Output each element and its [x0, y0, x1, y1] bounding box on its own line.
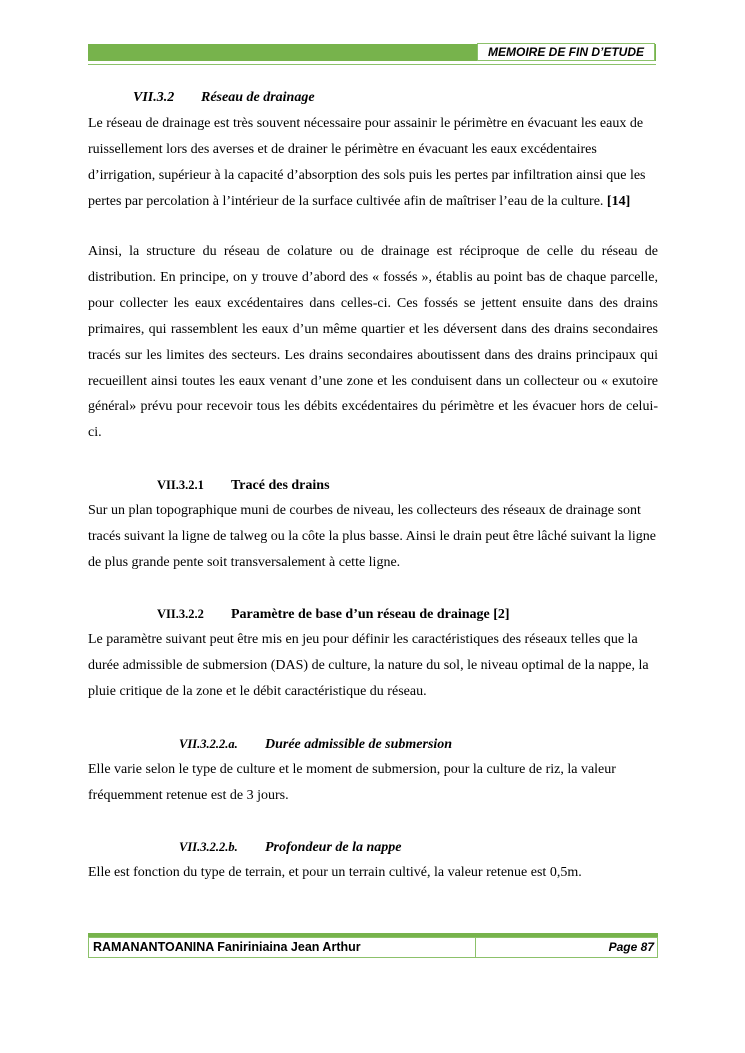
footer-divider: [475, 937, 476, 958]
paragraph: Ainsi, la structure du réseau de colature ou de drainage est réciproque de celle du réseau de distribution. En principe, on y trouve d’abord des « fossés », établis au point bas de chaque parcelle, pour collecter les eaux excédentaires dans celles-ci. Ces fossés se jettent ensuite dans des drains primaires, qui rassemblent les eaux d’un même quartier et les déversent dans des drains secondaires tracés sur les limites des secteurs. Les drains secondaires aboutissent dans des drains principaux qui recueillent ainsi toutes les eaux venant d’une zone et les conduisent dans un collecteur ou « exutoire général» prévu pour recevoir tous les débits excédentaires du périmètre et les évacuer hors de celui-ci.: [88, 244, 658, 441]
section-number: VII.3.2.1: [157, 478, 204, 492]
section-heading: [179, 734, 452, 755]
section-heading: [133, 88, 315, 108]
section-number: VII.3.2.2: [157, 607, 204, 621]
paragraph: Le paramètre suivant peut être mis en jeu pour définir les caractéristiques des réseaux telles que la durée admissible de submersion (DAS) de culture, la nature du sol, le niveau optimal de la nappe, la pluie critique de la zone et le débit caractéristique du réseau.: [88, 632, 649, 699]
section-title: Réseau de drainage: [201, 90, 315, 105]
footer-author: RAMANANTOANINA Faniriniaina Jean Arthur: [93, 940, 361, 954]
reference: [14]: [606, 193, 631, 209]
header-title: MEMOIRE DE FIN D’ETUDE: [477, 43, 655, 61]
paragraph: Elle varie selon le type de culture et le moment de submersion, pour la culture de riz, la valeur fréquemment retenue est de 3 jours.: [88, 762, 616, 803]
paragraph: [88, 111, 658, 215]
section-heading: [157, 475, 330, 496]
section-number: VII.3.2: [133, 90, 175, 105]
section-title: Paramètre de base d’un réseau de drainage [2]: [231, 607, 510, 622]
section-title: Durée admissible de submersion: [265, 737, 453, 752]
section-heading: [179, 837, 402, 858]
header-divider: [88, 64, 656, 65]
section-title: Profondeur de la nappe: [265, 840, 402, 855]
paragraph: Sur un plan topographique muni de courbes de niveau, les collecteurs des réseaux de drainage sont tracés suivant la ligne de talweg ou la côte la plus basse. Ainsi le drain peut être lâché suivant la ligne de plus grande pente soit transversalement à cette ligne.: [88, 503, 656, 570]
page-number: Page 87: [608, 940, 654, 954]
section-number: VII.3.2.2.a.: [179, 737, 238, 751]
section-number: VII.3.2.2.b.: [179, 840, 238, 854]
section-title: Tracé des drains: [231, 478, 330, 493]
paragraph-text: Le réseau de drainage est très souvent nécessaire pour assainir le périmètre en évacuant les eaux de ruissellement lors des averses et de drainer le périmètre en évacuant les eaux excédentaires d’irrigation, supérieur à la capacité d’absorption des sols puis les pertes par infiltration ainsi que les pertes par percolation à l’intérieur de la surface cultivée afin de maîtriser l’eau de la culture.: [88, 116, 646, 209]
section-heading: [157, 604, 510, 625]
paragraph: Elle est fonction du type de terrain, et pour un terrain cultivé, la valeur retenue est 0,5m.: [88, 865, 582, 880]
